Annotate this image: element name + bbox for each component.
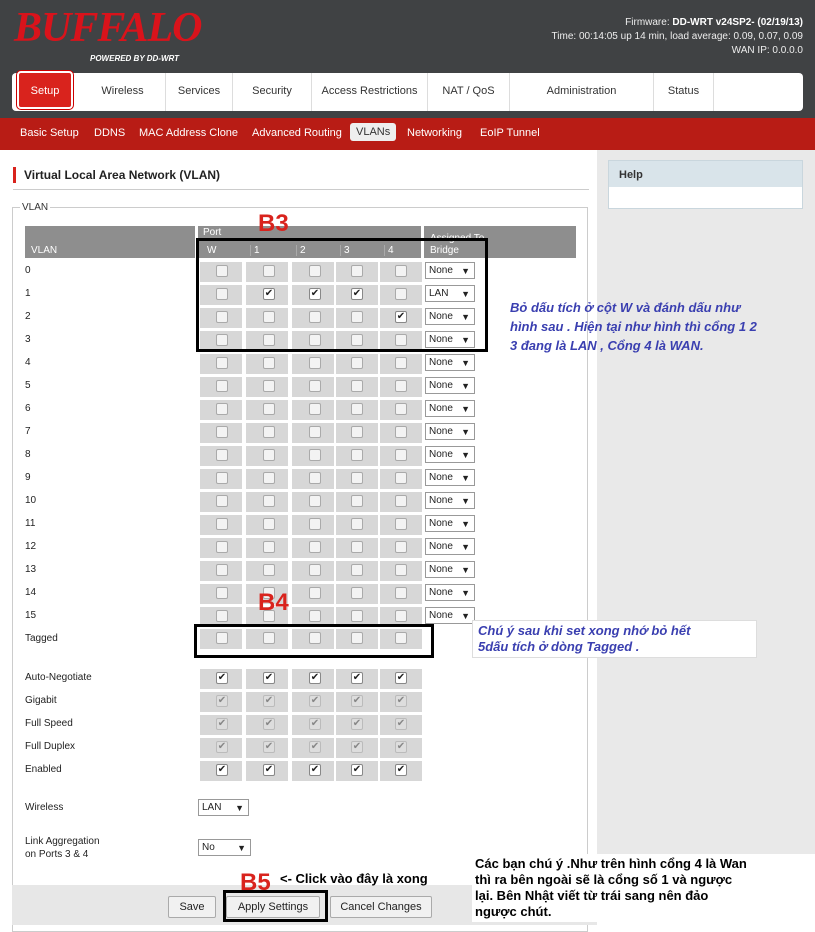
vlan-row-label: 15 — [25, 610, 37, 621]
vlan-10-port-1-checkbox[interactable] — [263, 495, 275, 507]
full-duplex-port-2-checkbox: ✔ — [310, 741, 320, 752]
title-divider — [13, 189, 589, 190]
vlan-13-port-2-checkbox[interactable] — [309, 564, 321, 576]
vlan-11-port-3-checkbox[interactable] — [351, 518, 363, 530]
vlan-row-label: 0 — [25, 265, 31, 276]
note-line: hình sau . Hiện tại như hình thì cổng 1 2 — [510, 319, 757, 334]
annotation-box-b3 — [196, 238, 488, 352]
vlan-6-port-3-checkbox[interactable] — [351, 403, 363, 415]
auto-negotiate-port-1-checkbox[interactable]: ✔ — [264, 672, 274, 683]
wireless-label: Wireless — [25, 802, 64, 813]
vlan-row-label: 11 — [25, 518, 36, 529]
vlan-12-port-3-checkbox[interactable] — [351, 541, 363, 553]
chevron-down-icon: ▼ — [461, 427, 470, 437]
auto-negotiate-port-w-checkbox[interactable]: ✔ — [217, 672, 227, 683]
vlan-14-port-w-checkbox[interactable] — [216, 587, 228, 599]
vlan-4-port-4-checkbox[interactable] — [395, 357, 407, 369]
vlan-13-port-3-checkbox[interactable] — [351, 564, 363, 576]
vlan-7-port-w-checkbox[interactable] — [216, 426, 228, 438]
chevron-down-icon: ▼ — [461, 473, 470, 483]
port-col-2: 2 — [296, 245, 336, 256]
vlan-13-bridge-select[interactable] — [425, 561, 475, 578]
full-duplex-port-1-checkbox: ✔ — [264, 741, 274, 752]
vlan-9-port-w-checkbox[interactable] — [216, 472, 228, 484]
option-label: Gigabit — [25, 695, 57, 706]
apply-settings-button[interactable]: Apply Settings — [226, 896, 320, 918]
vlan-5-port-1-checkbox[interactable] — [263, 380, 275, 392]
annotation-b5: B5 — [240, 869, 271, 896]
option-label: Enabled — [25, 764, 62, 775]
vlan-15-port-4-checkbox[interactable] — [395, 610, 407, 622]
vlan-7-port-4-checkbox[interactable] — [395, 426, 407, 438]
vlan-1-port-1-checkbox[interactable]: ✔ — [264, 288, 274, 299]
chevron-down-icon: ▼ — [461, 381, 470, 391]
port-col-1: 1 — [250, 245, 290, 256]
vlan-row-label: 3 — [25, 334, 31, 345]
vlan-row-label: 10 — [25, 495, 37, 506]
bridge-value: None — [429, 334, 453, 345]
port-col-3: 3 — [340, 245, 380, 256]
bridge-header-label: Bridge — [430, 245, 459, 256]
assigned-header-label: Assigned To — [430, 233, 485, 244]
buffalo-logo: BUFFALO — [14, 5, 202, 51]
chevron-down-icon: ▼ — [461, 588, 470, 598]
vlan-13-port-4-checkbox[interactable] — [395, 564, 407, 576]
vlan-5-port-2-checkbox[interactable] — [309, 380, 321, 392]
vlan-10-port-w-checkbox[interactable] — [216, 495, 228, 507]
wan-ip-text: WAN IP: 0.0.0.0 — [731, 45, 803, 56]
annotation-note-bottom — [472, 854, 815, 922]
chevron-down-icon: ▼ — [461, 266, 470, 276]
bridge-value: None — [429, 541, 453, 552]
vlan-11-port-w-checkbox[interactable] — [216, 518, 228, 530]
submenu-advanced-routing[interactable]: Advanced Routing — [252, 127, 342, 139]
vlan-6-port-1-checkbox[interactable] — [263, 403, 275, 415]
port-col-4: 4 — [384, 245, 424, 256]
menu-services[interactable]: Services — [166, 73, 233, 111]
vlan-12-port-4-checkbox[interactable] — [395, 541, 407, 553]
menu-security[interactable]: Security — [233, 73, 312, 111]
vlan-row-label: 1 — [25, 288, 31, 299]
menu-administration[interactable]: Administration — [510, 73, 654, 111]
vlan-8-port-2-checkbox[interactable] — [309, 449, 321, 461]
vlan-12-port-w-checkbox[interactable] — [216, 541, 228, 553]
note-line: Các bạn chú ý .Như trên hình cổng 4 là Wan — [475, 856, 747, 871]
enabled-port-4-checkbox[interactable]: ✔ — [396, 764, 406, 775]
vlan-6-port-4-checkbox[interactable] — [395, 403, 407, 415]
vlan-8-port-3-checkbox[interactable] — [351, 449, 363, 461]
bridge-value: None — [429, 426, 453, 437]
vlan-5-port-3-checkbox[interactable] — [351, 380, 363, 392]
vlan-header-label: VLAN — [31, 245, 58, 256]
chevron-down-icon: ▼ — [237, 843, 246, 853]
router-info — [552, 16, 803, 58]
vlan-row-label: 9 — [25, 472, 31, 483]
vlan-9-port-4-checkbox[interactable] — [395, 472, 407, 484]
chevron-down-icon: ▼ — [461, 335, 470, 345]
note-line: Chú ý sau khi set xong nhớ bỏ hết — [478, 623, 691, 638]
link-aggregation-value: No — [202, 842, 215, 853]
vlan-11-port-4-checkbox[interactable] — [395, 518, 407, 530]
auto-negotiate-port-3-checkbox[interactable]: ✔ — [352, 672, 362, 683]
note-line: 5dấu tích ở dòng Tagged . — [478, 639, 640, 654]
vlan-13-port-w-checkbox[interactable] — [216, 564, 228, 576]
vlan-6-bridge-select[interactable] — [425, 400, 475, 417]
vlan-9-port-3-checkbox[interactable] — [351, 472, 363, 484]
firmware-label: Firmware: — [625, 17, 670, 28]
full-duplex-port-4-checkbox: ✔ — [396, 741, 406, 752]
firmware-value: DD-WRT v24SP2- (02/19/13) — [672, 17, 803, 28]
submenu-networking[interactable]: Networking — [407, 127, 463, 139]
vlan-row-label: 8 — [25, 449, 31, 460]
annotation-box-b4 — [194, 624, 434, 658]
wireless-select[interactable] — [198, 799, 249, 816]
link-aggregation-select[interactable] — [198, 839, 251, 856]
auto-negotiate-port-2-checkbox[interactable]: ✔ — [310, 672, 320, 683]
link-aggregation-label: Link Aggregation — [25, 836, 100, 847]
vlan-7-port-1-checkbox[interactable] — [263, 426, 275, 438]
chevron-down-icon: ▼ — [461, 404, 470, 414]
bridge-value: None — [429, 357, 453, 368]
chevron-down-icon: ▼ — [235, 803, 244, 813]
note-line: Bỏ dấu tích ở cột W và đánh dấu như — [510, 300, 741, 315]
vlan-row-label: 4 — [25, 357, 31, 368]
vlan-6-port-2-checkbox[interactable] — [309, 403, 321, 415]
vlan-6-port-w-checkbox[interactable] — [216, 403, 228, 415]
help-box — [608, 160, 803, 209]
bridge-value: None — [429, 449, 453, 460]
bridge-value: None — [429, 403, 453, 414]
vlan-10-bridge-select[interactable] — [425, 492, 475, 509]
full-duplex-port-3-checkbox: ✔ — [352, 741, 362, 752]
port-header-label: Port — [203, 227, 222, 238]
note-line: ngược chút. — [475, 904, 552, 919]
vlan-15-port-w-checkbox[interactable] — [216, 610, 228, 622]
annotation-b4: B4 — [258, 589, 289, 616]
vlan-10-port-2-checkbox[interactable] — [309, 495, 321, 507]
vlan-5-port-w-checkbox[interactable] — [216, 380, 228, 392]
vlan-11-port-1-checkbox[interactable] — [263, 518, 275, 530]
vlan-9-port-1-checkbox[interactable] — [263, 472, 275, 484]
vlan-15-bridge-select[interactable] — [425, 607, 475, 624]
submenu-ddns[interactable]: DDNS — [94, 127, 126, 139]
annotation-note-b3 — [510, 298, 810, 355]
vlan-5-port-4-checkbox[interactable] — [395, 380, 407, 392]
vlan-8-port-4-checkbox[interactable] — [395, 449, 407, 461]
gigabit-port-2-checkbox: ✔ — [310, 695, 320, 706]
note-line: lại. Bên Nhật viết từ trái sang nên đảo — [475, 888, 709, 903]
vlan-4-port-2-checkbox[interactable] — [309, 357, 321, 369]
vlan-8-bridge-select[interactable] — [425, 446, 475, 463]
enabled-port-2-checkbox[interactable]: ✔ — [310, 764, 320, 775]
full-speed-port-2-checkbox: ✔ — [310, 718, 320, 729]
help-title: Help — [609, 161, 802, 187]
logo-subtitle: POWERED BY DD-WRT — [90, 54, 180, 63]
port-col-w: W — [207, 245, 217, 256]
vlan-11-port-2-checkbox[interactable] — [309, 518, 321, 530]
chevron-down-icon: ▼ — [461, 358, 470, 368]
vlan-14-port-4-checkbox[interactable] — [395, 587, 407, 599]
chevron-down-icon: ▼ — [461, 289, 470, 299]
enabled-port-3-checkbox[interactable]: ✔ — [352, 764, 362, 775]
annotation-note-b4 — [472, 620, 757, 658]
submenu-vlans[interactable]: VLANs — [350, 123, 396, 141]
bridge-value: None — [429, 472, 453, 483]
vlan-4-port-1-checkbox[interactable] — [263, 357, 275, 369]
menu-nat-qos[interactable]: NAT / QoS — [428, 73, 510, 111]
full-speed-port-4-checkbox: ✔ — [396, 718, 406, 729]
vlan-14-bridge-select[interactable] — [425, 584, 475, 601]
submenu-mac-address-clone[interactable]: MAC Address Clone — [139, 127, 239, 139]
vlan-9-bridge-select[interactable] — [425, 469, 475, 486]
chevron-down-icon: ▼ — [461, 312, 470, 322]
vlan-9-port-2-checkbox[interactable] — [309, 472, 321, 484]
help-panel — [597, 150, 815, 922]
vlan-row-label: 2 — [25, 311, 31, 322]
vlan-10-port-3-checkbox[interactable] — [351, 495, 363, 507]
vlan-4-port-3-checkbox[interactable] — [351, 357, 363, 369]
vlan-row-label: 13 — [25, 564, 37, 575]
enabled-port-1-checkbox[interactable]: ✔ — [264, 764, 274, 775]
vlan-row-label: 5 — [25, 380, 31, 391]
menu-access-restrictions[interactable]: Access Restrictions — [312, 73, 428, 111]
wireless-value: LAN — [202, 802, 222, 813]
chevron-down-icon: ▼ — [461, 519, 470, 529]
submenu-eoip-tunnel[interactable]: EoIP Tunnel — [480, 127, 540, 139]
annotation-box-b5 — [223, 890, 328, 922]
vlan-14-port-3-checkbox[interactable] — [351, 587, 363, 599]
chevron-down-icon: ▼ — [461, 611, 470, 621]
bridge-value: None — [429, 587, 453, 598]
vlan-row-label: 14 — [25, 587, 37, 598]
vlan-13-port-1-checkbox[interactable] — [263, 564, 275, 576]
page-title: Virtual Local Area Network (VLAN) — [13, 167, 220, 183]
bridge-value: None — [429, 311, 453, 322]
menu-status[interactable]: Status — [654, 73, 714, 111]
gigabit-port-1-checkbox: ✔ — [264, 695, 274, 706]
option-label: Auto-Negotiate — [25, 672, 92, 683]
vlan-11-bridge-select[interactable] — [425, 515, 475, 532]
vlan-8-port-w-checkbox[interactable] — [216, 449, 228, 461]
vlan-4-bridge-select[interactable] — [425, 354, 475, 371]
bridge-value: None — [429, 518, 453, 529]
note-line: 3 đang là LAN , Cổng 4 là WAN. — [510, 338, 704, 353]
bridge-value: None — [429, 610, 453, 621]
chevron-down-icon: ▼ — [461, 450, 470, 460]
vlan-12-bridge-select[interactable] — [425, 538, 475, 555]
gigabit-port-3-checkbox: ✔ — [352, 695, 362, 706]
vlan-5-bridge-select[interactable] — [425, 377, 475, 394]
chevron-down-icon: ▼ — [461, 496, 470, 506]
vlan-7-port-3-checkbox[interactable] — [351, 426, 363, 438]
vlan-12-port-1-checkbox[interactable] — [263, 541, 275, 553]
cancel-changes-button[interactable]: Cancel Changes — [330, 896, 432, 918]
vlan-12-port-2-checkbox[interactable] — [309, 541, 321, 553]
vlan-row-label: 7 — [25, 426, 31, 437]
full-speed-port-3-checkbox: ✔ — [352, 718, 362, 729]
sub-menu — [0, 118, 815, 150]
vlan-15-port-2-checkbox[interactable] — [309, 610, 321, 622]
bridge-value: None — [429, 380, 453, 391]
gigabit-port-4-checkbox: ✔ — [396, 695, 406, 706]
header-bar — [0, 0, 815, 118]
enabled-port-w-checkbox[interactable]: ✔ — [217, 764, 227, 775]
chevron-down-icon: ▼ — [461, 565, 470, 575]
main-menu — [12, 73, 803, 111]
save-button[interactable]: Save — [168, 896, 216, 918]
bridge-value: None — [429, 495, 453, 506]
tagged-label: Tagged — [25, 633, 58, 644]
gigabit-port-w-checkbox: ✔ — [217, 695, 227, 706]
vlan-7-bridge-select[interactable] — [425, 423, 475, 440]
annotation-note-b5: <- Click vào đây là xong — [280, 871, 428, 886]
vlan-7-port-2-checkbox[interactable] — [309, 426, 321, 438]
full-speed-port-w-checkbox: ✔ — [217, 718, 227, 729]
vlan-15-port-3-checkbox[interactable] — [351, 610, 363, 622]
uptime-text: Time: 00:14:05 up 14 min, load average: 0.09, 0.07, 0.09 — [551, 31, 803, 42]
link-aggregation-label-2: on Ports 3 & 4 — [25, 849, 89, 860]
vlan-row-label: 6 — [25, 403, 31, 414]
vlan-1-port-2-checkbox[interactable]: ✔ — [310, 288, 320, 299]
bridge-value: None — [429, 265, 453, 276]
submenu-basic-setup[interactable]: Basic Setup — [20, 127, 79, 139]
annotation-b3: B3 — [258, 210, 289, 237]
bridge-value: None — [429, 564, 453, 575]
note-line: thì ra bên ngoài sẽ là cổng số 1 và ngược — [475, 872, 733, 887]
bridge-value: LAN — [429, 288, 449, 299]
vlan-row-label: 12 — [25, 541, 37, 552]
auto-negotiate-port-4-checkbox[interactable]: ✔ — [396, 672, 406, 683]
option-label: Full Speed — [25, 718, 73, 729]
vlan-8-port-1-checkbox[interactable] — [263, 449, 275, 461]
vlan-legend: VLAN — [22, 202, 49, 213]
chevron-down-icon: ▼ — [461, 542, 470, 552]
vlan-10-port-4-checkbox[interactable] — [395, 495, 407, 507]
vlan-14-port-2-checkbox[interactable] — [309, 587, 321, 599]
full-speed-port-1-checkbox: ✔ — [264, 718, 274, 729]
menu-wireless[interactable]: Wireless — [80, 73, 166, 111]
menu-setup[interactable]: Setup — [17, 71, 73, 109]
vlan-1-port-3-checkbox[interactable]: ✔ — [352, 288, 362, 299]
full-duplex-port-w-checkbox: ✔ — [217, 741, 227, 752]
vlan-2-port-4-checkbox[interactable]: ✔ — [396, 311, 406, 322]
option-label: Full Duplex — [25, 741, 76, 752]
vlan-4-port-w-checkbox[interactable] — [216, 357, 228, 369]
